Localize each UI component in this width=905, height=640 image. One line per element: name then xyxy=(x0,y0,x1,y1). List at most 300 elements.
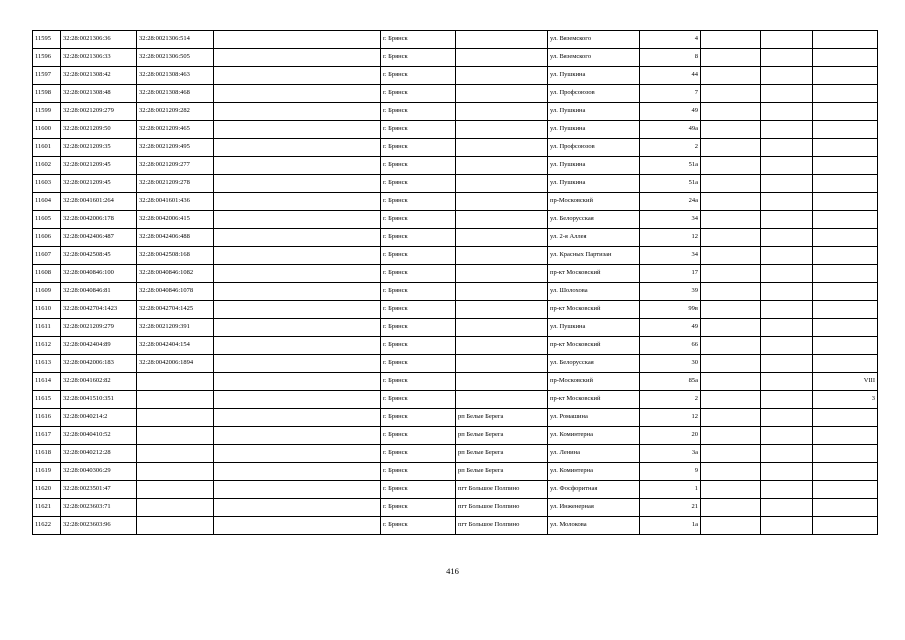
table-row xyxy=(33,175,878,193)
cell-building-cadastral-number xyxy=(137,499,214,517)
table-row xyxy=(33,355,878,373)
cell-row-number: 11602 xyxy=(33,157,61,175)
cell-blank-col-2 xyxy=(701,49,761,67)
table-row xyxy=(33,337,878,355)
cell-blank-col-2 xyxy=(701,175,761,193)
cell-settlement: рп Белые Берега xyxy=(456,445,548,463)
cell-row-number: 11615 xyxy=(33,391,61,409)
cell-city: г. Брянск xyxy=(381,229,456,247)
cell-premises xyxy=(813,301,878,319)
cell-building-cadastral-number: 32:28:0040846:1082 xyxy=(137,265,214,283)
cell-cadastral-number: 32:28:0021308:48 xyxy=(61,85,137,103)
table-row xyxy=(33,445,878,463)
table-row xyxy=(33,409,878,427)
cell-blank-col-2 xyxy=(701,283,761,301)
cell-blank-col xyxy=(214,409,381,427)
cell-street: ул. Вяземского xyxy=(548,31,640,49)
cell-street: ул. Пушкина xyxy=(548,103,640,121)
cell-settlement xyxy=(456,265,548,283)
cell-blank-col-3 xyxy=(761,499,813,517)
cell-premises: VIII xyxy=(813,373,878,391)
cell-cadastral-number: 32:28:0023501:47 xyxy=(61,481,137,499)
table-row xyxy=(33,67,878,85)
cell-premises xyxy=(813,337,878,355)
cell-house-number: 66 xyxy=(640,337,701,355)
cell-cadastral-number: 32:28:0042406:487 xyxy=(61,229,137,247)
cell-building-cadastral-number xyxy=(137,409,214,427)
cell-building-cadastral-number: 32:28:0021306:505 xyxy=(137,49,214,67)
cell-settlement xyxy=(456,103,548,121)
cell-house-number: 2 xyxy=(640,391,701,409)
cell-settlement xyxy=(456,193,548,211)
cell-street: пр-кт Московский xyxy=(548,391,640,409)
cell-cadastral-number: 32:28:0042006:183 xyxy=(61,355,137,373)
cell-house-number: 12 xyxy=(640,229,701,247)
cell-city: г. Брянск xyxy=(381,31,456,49)
cell-row-number: 11610 xyxy=(33,301,61,319)
cell-building-cadastral-number xyxy=(137,481,214,499)
cell-blank-col-3 xyxy=(761,229,813,247)
cell-premises xyxy=(813,463,878,481)
cell-row-number: 11614 xyxy=(33,373,61,391)
cell-blank-col xyxy=(214,301,381,319)
cell-street: ул. Шолохова xyxy=(548,283,640,301)
cell-building-cadastral-number xyxy=(137,445,214,463)
table-row xyxy=(33,211,878,229)
cell-blank-col-3 xyxy=(761,517,813,535)
cell-blank-col-3 xyxy=(761,463,813,481)
cell-row-number: 11603 xyxy=(33,175,61,193)
cell-premises xyxy=(813,49,878,67)
cell-house-number: 34 xyxy=(640,211,701,229)
cell-blank-col-3 xyxy=(761,85,813,103)
table-row xyxy=(33,139,878,157)
cell-building-cadastral-number xyxy=(137,463,214,481)
cell-street: пр-Московский xyxy=(548,193,640,211)
cell-blank-col xyxy=(214,139,381,157)
cell-blank-col-2 xyxy=(701,67,761,85)
cell-house-number: 21 xyxy=(640,499,701,517)
cell-cadastral-number: 32:28:0041602:82 xyxy=(61,373,137,391)
cell-blank-col-3 xyxy=(761,355,813,373)
cell-blank-col xyxy=(214,319,381,337)
cell-settlement: пгт Большое Полпино xyxy=(456,499,548,517)
cell-house-number: 85а xyxy=(640,373,701,391)
cell-settlement xyxy=(456,31,548,49)
cell-row-number: 11608 xyxy=(33,265,61,283)
page-number: 416 xyxy=(446,566,459,576)
cell-settlement xyxy=(456,85,548,103)
cell-blank-col-3 xyxy=(761,301,813,319)
cell-house-number: 34 xyxy=(640,247,701,265)
cell-row-number: 11595 xyxy=(33,31,61,49)
register-rows xyxy=(33,31,878,535)
cell-city: г. Брянск xyxy=(381,481,456,499)
cell-cadastral-number: 32:28:0023603:96 xyxy=(61,517,137,535)
cell-street: ул. Коминтерна xyxy=(548,427,640,445)
cell-settlement xyxy=(456,175,548,193)
cell-blank-col-3 xyxy=(761,283,813,301)
cell-city: г. Брянск xyxy=(381,355,456,373)
cell-premises xyxy=(813,265,878,283)
cell-blank-col-3 xyxy=(761,175,813,193)
cell-blank-col-2 xyxy=(701,409,761,427)
cell-blank-col-2 xyxy=(701,211,761,229)
cell-blank-col-3 xyxy=(761,409,813,427)
cell-cadastral-number: 32:28:0021209:50 xyxy=(61,121,137,139)
cell-blank-col xyxy=(214,499,381,517)
cell-premises xyxy=(813,193,878,211)
cell-street: ул. Коминтерна xyxy=(548,463,640,481)
cell-city: г. Брянск xyxy=(381,301,456,319)
cell-cadastral-number: 32:28:0040214:2 xyxy=(61,409,137,427)
cell-street: ул. Пушкина xyxy=(548,121,640,139)
cell-house-number: 49 xyxy=(640,103,701,121)
table-row xyxy=(33,85,878,103)
cell-cadastral-number: 32:28:0021308:42 xyxy=(61,67,137,85)
cell-street: ул. Красных Партизан xyxy=(548,247,640,265)
cell-settlement xyxy=(456,301,548,319)
cell-street: ул. Пушкина xyxy=(548,157,640,175)
cell-premises xyxy=(813,121,878,139)
cell-street: ул. Инженерная xyxy=(548,499,640,517)
cell-house-number: 99в xyxy=(640,301,701,319)
table-row xyxy=(33,481,878,499)
cell-building-cadastral-number: 32:28:0021209:282 xyxy=(137,103,214,121)
cell-street: ул. Белорусская xyxy=(548,355,640,373)
cell-settlement xyxy=(456,139,548,157)
cell-row-number: 11622 xyxy=(33,517,61,535)
cell-street: пр-кт Московский xyxy=(548,337,640,355)
cell-cadastral-number: 32:28:0040306:29 xyxy=(61,463,137,481)
cell-street: ул. Профсоюзов xyxy=(548,139,640,157)
cell-building-cadastral-number: 32:28:0041601:436 xyxy=(137,193,214,211)
cell-settlement xyxy=(456,211,548,229)
cell-house-number: 20 xyxy=(640,427,701,445)
cell-blank-col-2 xyxy=(701,373,761,391)
cell-settlement xyxy=(456,337,548,355)
cell-city: г. Брянск xyxy=(381,211,456,229)
cell-city: г. Брянск xyxy=(381,265,456,283)
cell-blank-col xyxy=(214,481,381,499)
table-row xyxy=(33,517,878,535)
cell-house-number: 24а xyxy=(640,193,701,211)
table-row xyxy=(33,31,878,49)
cell-blank-col-3 xyxy=(761,391,813,409)
cell-settlement xyxy=(456,67,548,85)
cell-blank-col-3 xyxy=(761,103,813,121)
cell-premises xyxy=(813,175,878,193)
cell-row-number: 11616 xyxy=(33,409,61,427)
cell-blank-col xyxy=(214,121,381,139)
cell-house-number: 30 xyxy=(640,355,701,373)
cell-blank-col-2 xyxy=(701,319,761,337)
cell-building-cadastral-number: 32:28:0040846:1078 xyxy=(137,283,214,301)
cell-settlement: рп Белые Берега xyxy=(456,463,548,481)
cell-street: ул. Фосфоритная xyxy=(548,481,640,499)
cell-house-number: 49 xyxy=(640,319,701,337)
cell-settlement xyxy=(456,391,548,409)
cell-house-number: 17 xyxy=(640,265,701,283)
cell-street: ул. Молокова xyxy=(548,517,640,535)
cell-blank-col xyxy=(214,175,381,193)
cell-blank-col xyxy=(214,49,381,67)
cell-blank-col xyxy=(214,193,381,211)
cell-cadastral-number: 32:28:0021306:33 xyxy=(61,49,137,67)
cell-premises xyxy=(813,103,878,121)
cell-house-number: 39 xyxy=(640,283,701,301)
cell-city: г. Брянск xyxy=(381,409,456,427)
table-row xyxy=(33,247,878,265)
cell-cadastral-number: 32:28:0021209:45 xyxy=(61,175,137,193)
cell-row-number: 11605 xyxy=(33,211,61,229)
table-row xyxy=(33,265,878,283)
cell-blank-col-3 xyxy=(761,265,813,283)
cell-blank-col-3 xyxy=(761,373,813,391)
cell-row-number: 11618 xyxy=(33,445,61,463)
cell-house-number: 2 xyxy=(640,139,701,157)
cell-premises xyxy=(813,517,878,535)
cell-settlement: пгт Большое Полпино xyxy=(456,481,548,499)
cell-row-number: 11611 xyxy=(33,319,61,337)
cell-blank-col-3 xyxy=(761,193,813,211)
cell-premises xyxy=(813,157,878,175)
cell-blank-col xyxy=(214,391,381,409)
cell-cadastral-number: 32:28:0042508:45 xyxy=(61,247,137,265)
cell-settlement xyxy=(456,283,548,301)
cell-building-cadastral-number: 32:28:0021209:495 xyxy=(137,139,214,157)
cell-building-cadastral-number: 32:28:0042406:488 xyxy=(137,229,214,247)
cell-city: г. Брянск xyxy=(381,139,456,157)
cell-blank-col xyxy=(214,445,381,463)
cell-blank-col-2 xyxy=(701,445,761,463)
cell-blank-col-3 xyxy=(761,481,813,499)
cell-row-number: 11600 xyxy=(33,121,61,139)
cell-row-number: 11607 xyxy=(33,247,61,265)
cell-house-number: 44 xyxy=(640,67,701,85)
cell-house-number: 9 xyxy=(640,463,701,481)
cell-blank-col-2 xyxy=(701,391,761,409)
cell-blank-col xyxy=(214,157,381,175)
cell-building-cadastral-number: 32:28:0021306:514 xyxy=(137,31,214,49)
cell-blank-col xyxy=(214,265,381,283)
cell-blank-col xyxy=(214,427,381,445)
cell-blank-col-3 xyxy=(761,427,813,445)
cell-premises xyxy=(813,31,878,49)
cell-blank-col-3 xyxy=(761,445,813,463)
cell-settlement: рп Белые Берега xyxy=(456,409,548,427)
cell-premises xyxy=(813,481,878,499)
cell-premises xyxy=(813,355,878,373)
cell-cadastral-number: 32:28:0021209:279 xyxy=(61,103,137,121)
cell-blank-col xyxy=(214,85,381,103)
cell-settlement xyxy=(456,247,548,265)
cell-street: ул. 2-я Аллея xyxy=(548,229,640,247)
cell-row-number: 11617 xyxy=(33,427,61,445)
cell-cadastral-number: 32:28:0021306:36 xyxy=(61,31,137,49)
cell-blank-col-3 xyxy=(761,121,813,139)
cell-street: ул. Пушкина xyxy=(548,175,640,193)
cell-settlement: рп Белые Берега xyxy=(456,427,548,445)
cell-row-number: 11597 xyxy=(33,67,61,85)
register-table xyxy=(32,30,878,535)
table-row xyxy=(33,157,878,175)
cell-row-number: 11601 xyxy=(33,139,61,157)
cell-blank-col-2 xyxy=(701,517,761,535)
cell-city: г. Брянск xyxy=(381,193,456,211)
cell-house-number: 4 xyxy=(640,31,701,49)
cell-settlement xyxy=(456,121,548,139)
cell-house-number: 7 xyxy=(640,85,701,103)
cell-blank-col-2 xyxy=(701,229,761,247)
cell-house-number: 3а xyxy=(640,445,701,463)
cell-city: г. Брянск xyxy=(381,517,456,535)
cell-blank-col xyxy=(214,67,381,85)
cell-blank-col-2 xyxy=(701,337,761,355)
table-row xyxy=(33,103,878,121)
cell-city: г. Брянск xyxy=(381,247,456,265)
cell-cadastral-number: 32:28:0042006:178 xyxy=(61,211,137,229)
cell-blank-col-3 xyxy=(761,157,813,175)
cell-settlement xyxy=(456,229,548,247)
cell-building-cadastral-number: 32:28:0021209:278 xyxy=(137,175,214,193)
cell-street: ул. Вяземского xyxy=(548,49,640,67)
cell-building-cadastral-number: 32:28:0042704:1425 xyxy=(137,301,214,319)
cell-blank-col-3 xyxy=(761,247,813,265)
cell-blank-col-3 xyxy=(761,67,813,85)
cell-city: г. Брянск xyxy=(381,121,456,139)
cell-blank-col-2 xyxy=(701,427,761,445)
cell-street: ул. Пушкина xyxy=(548,67,640,85)
cell-cadastral-number: 32:28:0021209:35 xyxy=(61,139,137,157)
cell-house-number: 8 xyxy=(640,49,701,67)
cell-blank-col-2 xyxy=(701,85,761,103)
cell-premises xyxy=(813,283,878,301)
cell-blank-col-3 xyxy=(761,211,813,229)
cell-settlement xyxy=(456,319,548,337)
cell-street: ул. Ленина xyxy=(548,445,640,463)
cell-blank-col-2 xyxy=(701,499,761,517)
table-row xyxy=(33,283,878,301)
cell-street: ул. Ромашина xyxy=(548,409,640,427)
table-row xyxy=(33,391,878,409)
cell-building-cadastral-number: 32:28:0042006:415 xyxy=(137,211,214,229)
cell-blank-col-2 xyxy=(701,463,761,481)
cell-street: ул. Белорусская xyxy=(548,211,640,229)
cell-building-cadastral-number: 32:28:0021209:391 xyxy=(137,319,214,337)
table-row xyxy=(33,463,878,481)
cell-blank-col-2 xyxy=(701,265,761,283)
cell-building-cadastral-number xyxy=(137,373,214,391)
cell-settlement xyxy=(456,49,548,67)
cell-premises: 3 xyxy=(813,391,878,409)
cell-blank-col xyxy=(214,373,381,391)
cell-building-cadastral-number: 32:28:0021308:468 xyxy=(137,85,214,103)
cell-city: г. Брянск xyxy=(381,427,456,445)
cell-city: г. Брянск xyxy=(381,85,456,103)
cell-city: г. Брянск xyxy=(381,391,456,409)
cell-building-cadastral-number xyxy=(137,427,214,445)
cell-premises xyxy=(813,139,878,157)
cell-house-number: 1а xyxy=(640,517,701,535)
cell-row-number: 11613 xyxy=(33,355,61,373)
cell-street: пр-кт Московский xyxy=(548,301,640,319)
cell-row-number: 11619 xyxy=(33,463,61,481)
cell-row-number: 11620 xyxy=(33,481,61,499)
cell-city: г. Брянск xyxy=(381,445,456,463)
cell-premises xyxy=(813,229,878,247)
cell-row-number: 11604 xyxy=(33,193,61,211)
cell-row-number: 11598 xyxy=(33,85,61,103)
cell-blank-col xyxy=(214,463,381,481)
cell-building-cadastral-number: 32:28:0042006:1894 xyxy=(137,355,214,373)
cell-premises xyxy=(813,67,878,85)
cell-street: пр-кт Московский xyxy=(548,265,640,283)
table-row xyxy=(33,49,878,67)
cell-blank-col-3 xyxy=(761,139,813,157)
cell-cadastral-number: 32:28:0042404:89 xyxy=(61,337,137,355)
cell-blank-col-2 xyxy=(701,481,761,499)
cell-blank-col xyxy=(214,103,381,121)
cell-blank-col xyxy=(214,229,381,247)
cell-house-number: 49а xyxy=(640,121,701,139)
cell-blank-col-3 xyxy=(761,319,813,337)
cell-building-cadastral-number: 32:28:0042508:168 xyxy=(137,247,214,265)
table-row xyxy=(33,301,878,319)
cell-city: г. Брянск xyxy=(381,175,456,193)
cell-street: ул. Профсоюзов xyxy=(548,85,640,103)
cell-cadastral-number: 32:28:0021209:45 xyxy=(61,157,137,175)
cell-premises xyxy=(813,409,878,427)
cell-cadastral-number: 32:28:0040846:100 xyxy=(61,265,137,283)
cell-building-cadastral-number xyxy=(137,517,214,535)
cell-settlement xyxy=(456,157,548,175)
cell-street: пр-Московский xyxy=(548,373,640,391)
cell-premises xyxy=(813,247,878,265)
cell-row-number: 11612 xyxy=(33,337,61,355)
cell-premises xyxy=(813,445,878,463)
cell-house-number: 1 xyxy=(640,481,701,499)
cell-cadastral-number: 32:28:0040846:81 xyxy=(61,283,137,301)
cell-blank-col xyxy=(214,247,381,265)
cell-row-number: 11596 xyxy=(33,49,61,67)
cell-premises xyxy=(813,499,878,517)
cell-house-number: 51а xyxy=(640,175,701,193)
cell-blank-col-3 xyxy=(761,49,813,67)
cell-cadastral-number: 32:28:0023603:71 xyxy=(61,499,137,517)
cell-city: г. Брянск xyxy=(381,499,456,517)
cell-premises xyxy=(813,211,878,229)
cell-blank-col-2 xyxy=(701,103,761,121)
cell-blank-col-2 xyxy=(701,31,761,49)
cell-blank-col-2 xyxy=(701,247,761,265)
cell-city: г. Брянск xyxy=(381,373,456,391)
cell-blank-col-2 xyxy=(701,121,761,139)
table-row xyxy=(33,499,878,517)
cell-city: г. Брянск xyxy=(381,67,456,85)
cell-settlement xyxy=(456,355,548,373)
cell-blank-col xyxy=(214,337,381,355)
cell-city: г. Брянск xyxy=(381,283,456,301)
cell-city: г. Брянск xyxy=(381,157,456,175)
cell-cadastral-number: 32:28:0042704:1423 xyxy=(61,301,137,319)
cell-house-number: 12 xyxy=(640,409,701,427)
table-row xyxy=(33,427,878,445)
cell-row-number: 11606 xyxy=(33,229,61,247)
cell-premises xyxy=(813,427,878,445)
cell-blank-col xyxy=(214,355,381,373)
table-row xyxy=(33,373,878,391)
